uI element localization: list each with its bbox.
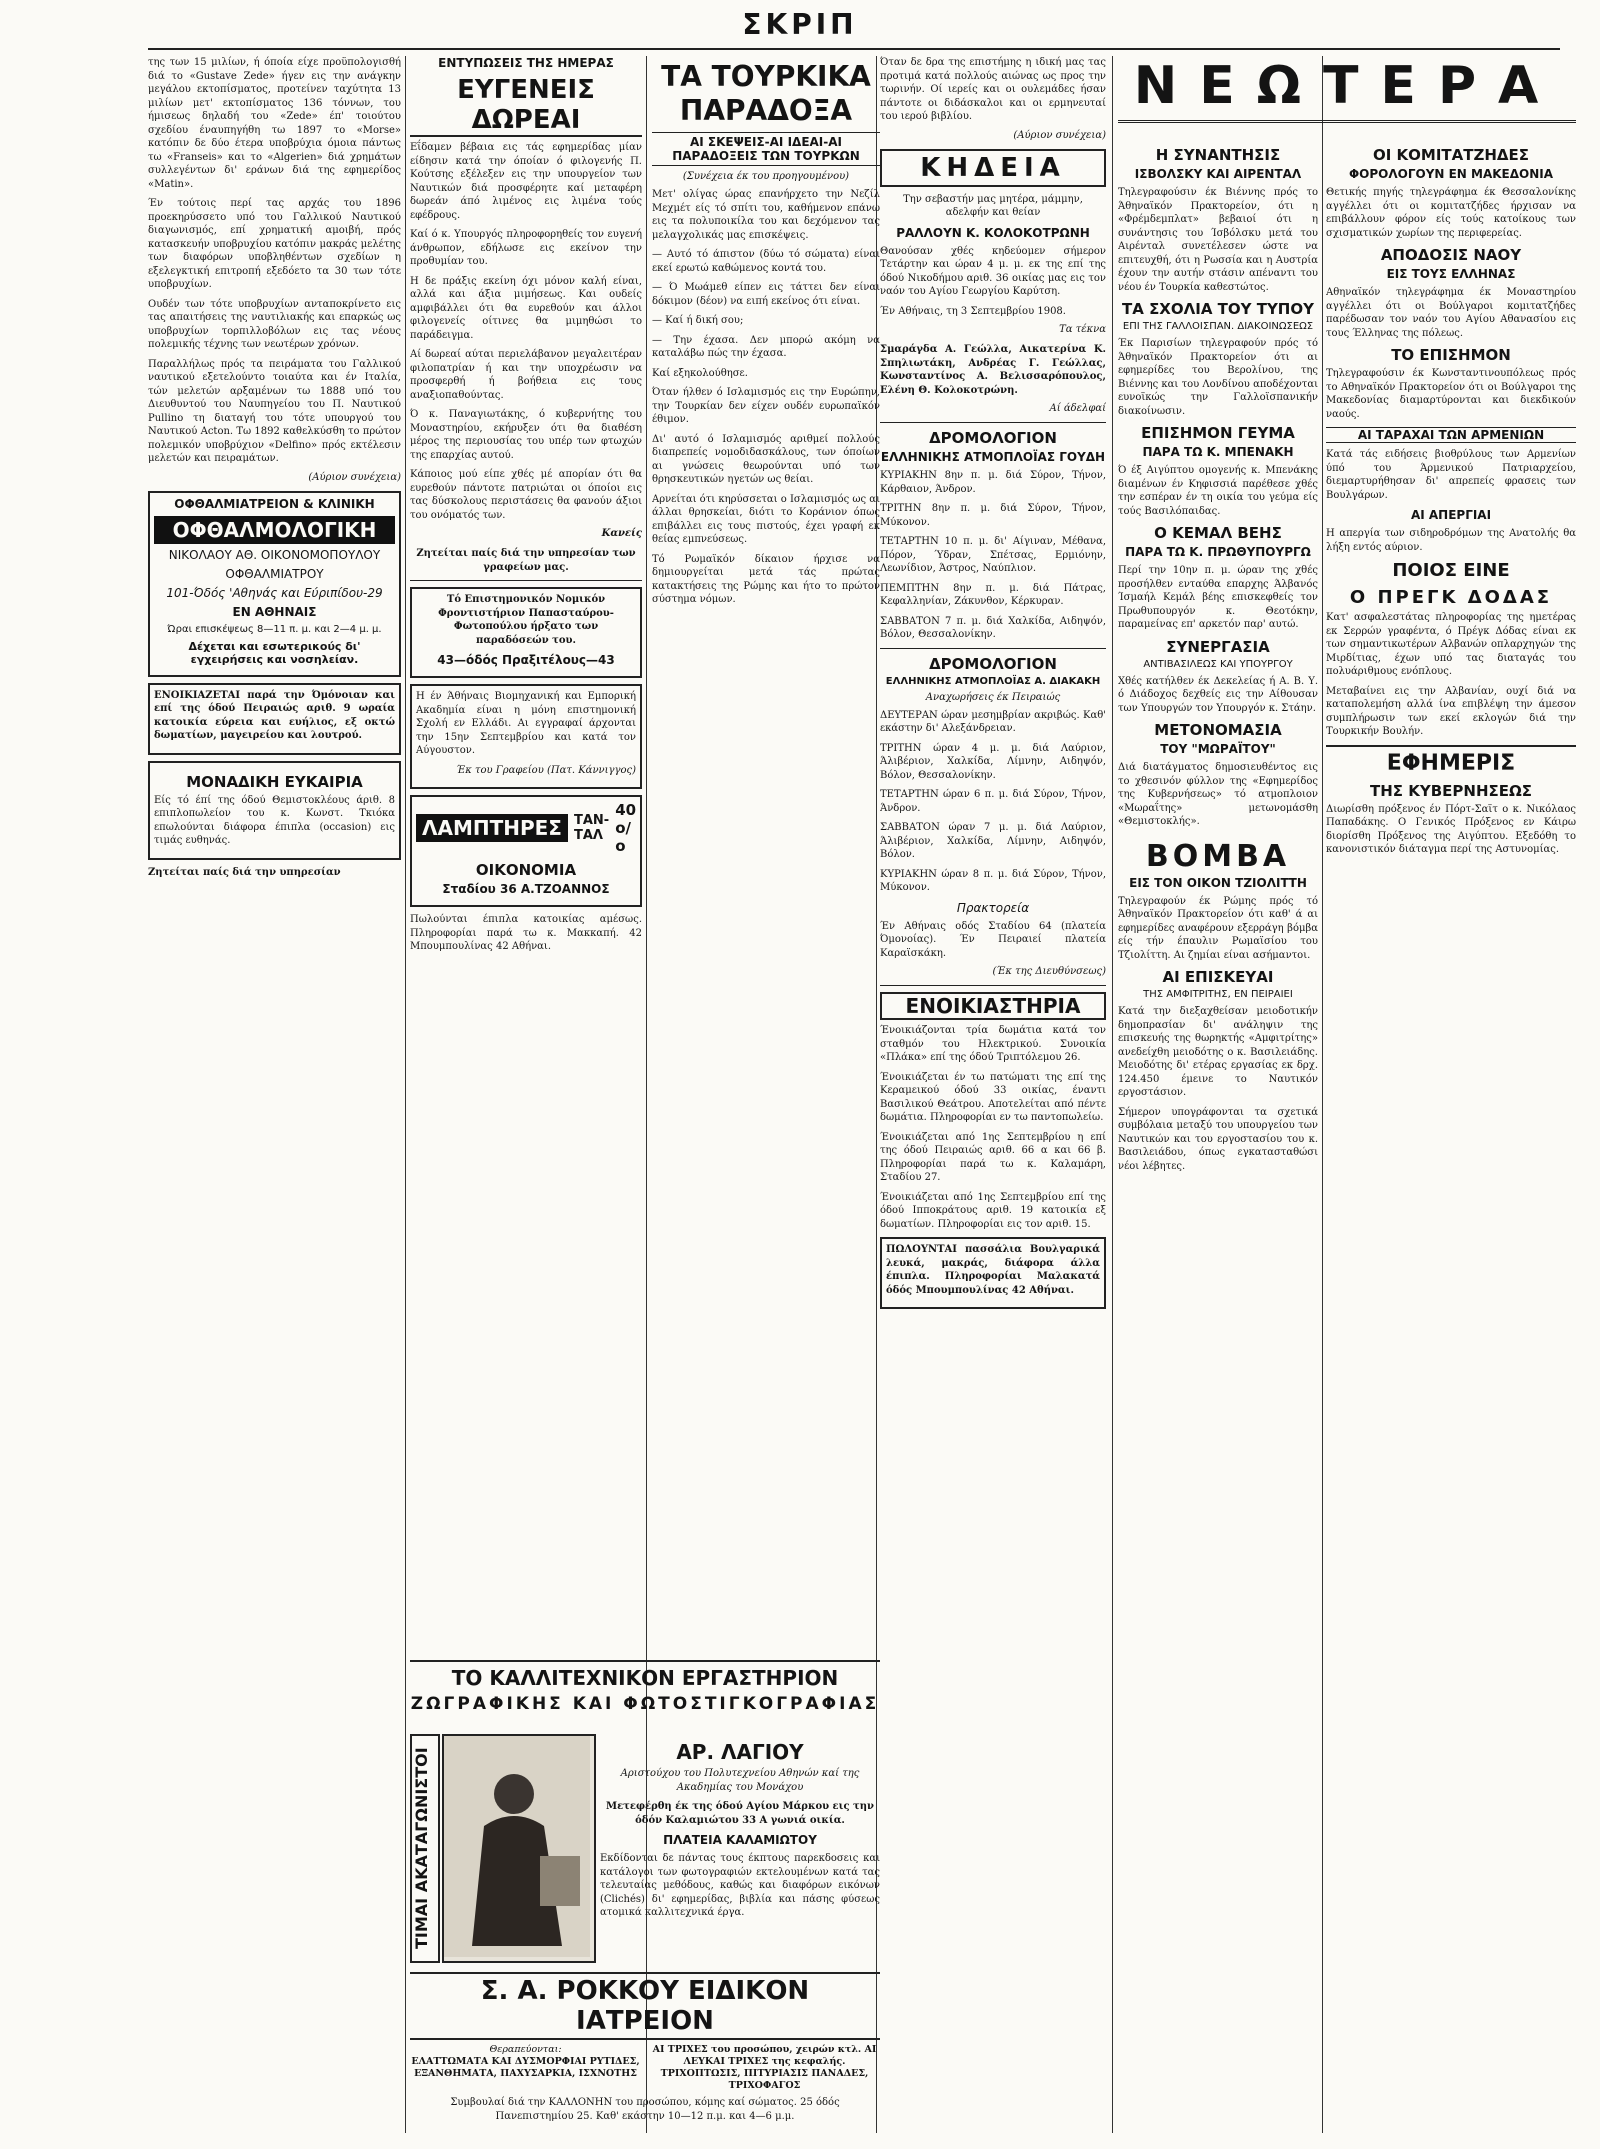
column-6 bbox=[1326, 140, 1576, 2133]
news-title: ΤΑ ΣΧΟΛΙΑ ΤΟΥ ΤΥΠΟΥ bbox=[1122, 300, 1314, 318]
studio-owner: ΑΡ. ΛΑΓΙΟΥ bbox=[676, 1740, 804, 1764]
sale-box bbox=[880, 1237, 1106, 1309]
clinic-hair-list: ΑΙ ΤΡΙΧΕΣ του προσώπου, χειρών κτλ. ΑΙ ΛΕΥΚΑΙ ΤΡΙΧΕΣ της κεφαλής. ΤΡΙΧΟΠΤΩΣΙΣ, ΠΙΤΥΡΙΑΣΙΣ ΠΑΝΑΔΕΣ, ΤΡΙΧΟΦΑΓΟΣ bbox=[652, 2044, 877, 2091]
lamps-address: Σταδίου 36 Α.ΤΖΟΑΝΝΟΣ bbox=[442, 882, 610, 896]
rent-ad-text: ΕΝΟΙΚΙΑΖΕΤΑΙ παρά την Όμόνοιαν και επί της όδού Πειραιώς αριθ. 9 ωραία κατοικία εύρεια και ευήλιος, εξ οκτώ δωματίων, μαγειρείου και λουτρού. bbox=[154, 689, 395, 741]
opportunity-ad bbox=[148, 761, 401, 860]
news-text: Κατά την διεξαχθείσαν μειοδοτικήν δημοπρασίαν δι' ανάληψιν της επισκευής της θωρηκτής «Αμφιτρίτης» ανεδείχθη μειοδότης ο κ. Βασιλειάδης. Μειοδότης δι' ετέρας εργασίας εκ δρχ. 124.450 έμεινε το Ναυτικόν εργοστάσιον. bbox=[1118, 1006, 1318, 1098]
news-title: ΕΦΗΜΕΡΙΣ bbox=[1326, 745, 1576, 776]
academy-sign: Έκ του Γραφείου (Πατ. Κάννιγγος) bbox=[456, 764, 636, 776]
news-subtitle: ΤΟΥ "ΜΩΡΑΪΤΟΥ" bbox=[1160, 742, 1276, 756]
woman-portrait-icon bbox=[444, 1736, 590, 1957]
schedule-row: ΔΕΥΤΕΡΑΝ ώραν μεσημβρίαν ακριβώς. Καθ' εκάστην δι' Αλεξάνδρειαν. bbox=[880, 709, 1106, 734]
clinic-ad bbox=[410, 1972, 880, 2129]
article-title: ΕΥΓΕΝΕΙΣ ΔΩΡΕΑΙ bbox=[410, 75, 642, 137]
schedule-title: ΔΡΟΜΟΛΟΓΙΟΝ bbox=[929, 654, 1057, 673]
news-subtitle: ΠΑΡΑ ΤΩ Κ. ΠΡΩΘΥΠΟΥΡΓΩ bbox=[1125, 545, 1311, 559]
article-paragraph: Έν τούτοις περί τας αρχάς του 1896 προεκηρύσσετο υπό του Γαλλικού Ναυτικού διαγωνισμός, επί χρηματική αμοιβή, πρός κατασκευήν υποβρυχίου κατόπιν μακράς μελέτης των διαφόρων υποβληθέντων σχεδίων η εξελεγκτική επιτροπή εξεδόετο τα 30 των τότε υποβρυχίων. bbox=[148, 198, 401, 290]
opportunity-title: ΜΟΝΑΔΙΚΗ ΕΥΚΑΙΡΙΑ bbox=[186, 772, 363, 791]
studio-text bbox=[600, 1734, 880, 1926]
ad-banner: ΟΦΘΑΛΜΟΛΟΓΙΚΗ bbox=[154, 516, 395, 544]
news-subtitle: ΕΠΙ ΤΗΣ ΓΑΛΛΟΙΣΠΑΝ. ΔΙΑΚΟΙΝΩΣΕΩΣ bbox=[1122, 321, 1314, 332]
continued-note: (Αύριον συνέχεια) bbox=[1013, 129, 1106, 141]
article-paragraph: Καί εξηκολούθησε. bbox=[652, 367, 748, 379]
article-paragraph: Παραλλήλως πρός τα πειράματα του Γαλλικού ναυτικού εξετελούντο τοιαύτα και έν Ιταλία, τών μελετών αρξαμένων τω 1888 υπό του Διευθυντού του Ναυπηγείου του Π. Ναυτικού Pullino τη διαταγή του τότε υπουργού του Ναυτικού Αcton. Τω 1892 καθελκύσθη το πρώτον πολεμικόν υποβρύχιον «Delfino» πρός εκτέλεσιν μελετών και πειραμάτων. bbox=[148, 358, 401, 464]
news-subtitle: ΠΑΡΑ ΤΩ Κ. ΜΠΕΝΑΚΗ bbox=[1142, 445, 1294, 459]
news-title: ΠΟΙΟΣ ΕΙΝΕ bbox=[1392, 560, 1510, 581]
article-paragraph: Εΐδαμεν βέβαια εις τάς εφημερίδας μίαν είδησιν κατά την όποίαν ό φιλογενής Π. Κούτσης εξέλεξεν εις την υπουργείον των Ναυτικών διά προσφέρητε καί μεταφέρη δωρεάν άπό λιμένος εις λιμένα τούς εφέδρους. bbox=[410, 142, 642, 221]
ad-doctor-role: ΟΦΘΑΛΜΙΑΤΡΟΥ bbox=[225, 566, 324, 581]
funeral-title: ΚΗΔΕΙΑ bbox=[880, 149, 1106, 187]
latest-news-header bbox=[1118, 56, 1576, 131]
news-text: Περί την 10ην π. μ. ώραν της χθές προσήλθεν ενταύθα επαρχης Άλβανός Ίσμαήλ Κεμάλ βέης επισκεφθείς τον Πρωθυπουργόν κ. Θεοτόκην, παραμείνας επ' αρκετόν παρ' αυτώ. bbox=[1118, 565, 1318, 630]
news-text: Τηλεγραφούν έκ Ρώμης πρός τό Άθηναϊκόν Πρακτορείον ότι καθ' ά αι εφημερίδες αναφέρουν εξερράγη βόμβα είς τήν έπαυλιν Ρωμαϊσίου του Τζιολίττη. Αι ζημίαι είναι ασήμαντοι. bbox=[1118, 895, 1318, 961]
wanted-note: Ζητείται παίς διά την υπηρεσίαν bbox=[148, 866, 341, 878]
lamps-banner: ΛΑΜΠΤΗΡΕΣ bbox=[416, 814, 568, 842]
article-paragraph: της των 15 μιλίων, ή όποία είχε προϋπολογισθή διά το «Gustave Zede» ήγεν εις την ανάγκην μεγάλου εκτοπίσματος, προτείνεν ταχύτητα 13 μιλίων μετ' εκτοπίσματος 136 τόννων, του ήμισεως δηλαδή του «Zede» έπ' τοιούτου σχεδίου έναυπηγήθη τω 1897 το «Morse» κατόπιν δε δύο έτερα υποβρύχια όμοια πάντως τω «Franseis» και το «Algerien» διά χρημάτων συλλεγέντων δι' εράνων διά της εφημερίδος «Matin». bbox=[148, 57, 401, 190]
schedule-note: (Έκ της Διευθύνσεως) bbox=[992, 966, 1106, 977]
article-paragraph: Τό Ρωμαϊκόν δίκαιον ήρχισε να δημιουργείται μετά τάς πρώτας κατακτήσεις της Ρώμης και ήτο το πρώτον σύστημα νόμων. bbox=[652, 553, 880, 605]
studio-subtitle: ΖΩΓΡΑΦΙΚΗΣ ΚΑΙ ΦΩΤΟΣΤΙΓΚΟΓΡΑΦΙΑΣ bbox=[410, 1694, 880, 1714]
column-rule bbox=[405, 56, 406, 2133]
article-paragraph: Κάποιος μού είπε χθές μέ απορίαν ότι θα ευρεθούν πάντοτε πατριώται οι όποίοι εις τας δύσκολους περιστάσεις θα φανούν άξιοι του ονόματός των. bbox=[410, 469, 642, 521]
news-title: ΑΙ ΑΠΕΡΓΙΑΙ bbox=[1410, 508, 1492, 522]
ophthalmology-ad bbox=[148, 491, 401, 677]
article-paragraph: Δι' αυτό ό Ισλαμισμός αριθμεί πολλούς διαπρεπείς νομοδιδασκάλους, των όποίων αι γνώσεις θεωρούνται υπό των θρησκευτικών ηγετών ως θείαι. bbox=[652, 433, 880, 485]
schedule-row: ΚΥΡΙΑΚΗΝ ώραν 8 π. μ. διά Σύρον, Τήνον, Μύκονον. bbox=[880, 868, 1106, 893]
studio-moved: Μετεφέρθη έκ της όδού Αγίου Μάρκου εις την όδόν Καλαμιώτου 33 Α γωνιά οικία. bbox=[606, 1801, 874, 1826]
news-text: Διά διατάγματος δημοσιευθέντος εις το χθεσινόν φύλλον της «Εφημερίδος της Κυβερνήσεως» τό ατμοπλοιον «Μωραΐτης» μετωνομάσθη «Θεμιστοκλής». bbox=[1118, 762, 1318, 827]
news-title: ΟΙ ΚΟΜΙΤΑΤΖΗΔΕΣ bbox=[1372, 146, 1530, 164]
studio-photo bbox=[442, 1734, 596, 1963]
funeral-children-label: Τα τέκνα bbox=[1059, 324, 1106, 335]
rental-item: Ένοικιάζονται τρία δωμάτια κατά τον σταθμόν του Ηλεκτρικού. Συνοικία «Πλάκα» επί της όδού Τριπτόλεμου 26. bbox=[880, 1025, 1106, 1063]
divider bbox=[880, 985, 1106, 986]
news-subtitle: ΦΟΡΟΛΟΓΟΥΝ ΕΝ ΜΑΚΕΔΟΝΙΑ bbox=[1348, 167, 1554, 181]
section-kicker: ΕΝΤΥΠΩΣΕΙΣ ΤΗΣ ΗΜΕΡΑΣ bbox=[438, 56, 614, 70]
news-title: ΑΠΟΔΟΣΙΣ ΝΑΟΥ bbox=[1380, 246, 1522, 264]
clinic-title: Σ. Α. ΡΟΚΚΟΥ ΕΙΔΙΚΟΝ ΙΑΤΡΕΙΟΝ bbox=[410, 1972, 880, 2040]
ad-city: ΕΝ ΑΘΗΝΑΙΣ bbox=[232, 604, 317, 619]
schedule-row: ΠΕΜΠΤΗΝ 8ην π. μ. διά Πάτρας, Κεφαλληνίαν, Ζάκυνθον, Κέρκυραν. bbox=[880, 582, 1106, 607]
news-text: Κατ' ασφαλεστάτας πληροφορίας της ημετέρας εκ Σερρών γραφέντα, ό Πρέγκ Δόδας είναι εκ των σημαντικωτέρων Αλβανών οπλαρχηγών της Μιρδίτιας, έχων υπό τας διαταγάς του πολυάριθμους ενόπλους. bbox=[1326, 612, 1576, 677]
economy-label: ΟΙΚΟΝΟΜΙΑ bbox=[475, 861, 577, 879]
news-text: Αθηναϊκόν τηλεγράφημα έκ Μοναστηρίου αγγέλλει ότι οι Βούλγαροι κομιτατζήδες παρέδωσαν τον ναόν του Αγίου Αθανασίου εις τους Έλληνας της πόλεως. bbox=[1326, 287, 1576, 339]
news-text: Τηλεγραφούσιν έκ Κωνσταντινουπόλεως πρός το Αθηναϊκόν Πρακτορείον ότι οι Βούλγαροι της Μακεδονίας διαμαρτύρονται και διεκδικούν ναούς. bbox=[1326, 368, 1576, 420]
masthead-title: ΣΚΡΙΠ bbox=[742, 8, 858, 41]
news-subtitle: ΙΣΒΟΛΣΚΥ ΚΑΙ ΑΙΡΕΝΤΑΛ bbox=[1134, 167, 1302, 181]
news-text: Θετικής πηγής τηλεγράφημα έκ Θεσσαλονίκης αγγέλλει ότι οι κομιτατζήδες ήρχισαν να επιβάλλουν φόρον είς τούς κατοίκους των σχισματικών χωρίων της περιφερείας. bbox=[1326, 187, 1576, 239]
clinic-services-left bbox=[410, 2044, 641, 2092]
masthead bbox=[0, 8, 1600, 42]
news-subtitle: ΤΗΣ ΑΜΦΙΤΡΙΤΗΣ, ΕΝ ΠΕΙΡΑΙΕΙ bbox=[1143, 989, 1293, 1000]
continued-note: (Αύριον συνέχεια) bbox=[308, 471, 401, 483]
news-text: Κατά τάς ειδήσεις βιοθρύλους των Αρμενίων ύπό του Άρμενικού Πατριαρχείου, διεμαρτυρήθησαν δι' απρεπείς φρασεις των Βουλγάρων. bbox=[1326, 449, 1576, 501]
news-text: Μεταβαίνει εις την Αλβανίαν, ουχί διά να καταπολεμήση αλλά ίνα επιβλέψη την άμεσον συμπλήρωσιν των εκεί εκλογών διά την Τουρκικήν Βουλήν. bbox=[1326, 685, 1576, 737]
schedule-row: ΤΡΙΤΗΝ 8ην π. μ. διά Σύρον, Τήνον, Μύκονον. bbox=[880, 503, 1106, 528]
studio-credentials: Αριστούχου του Πολυτεχνείου Αθηνών καί της Ακαδημίας του Μονάχου bbox=[620, 1768, 860, 1793]
news-text: Η απεργία των σιδηροδρόμων της Ανατολής θα λήξη εντός αύριον. bbox=[1326, 528, 1576, 553]
article-subtitle: ΑΙ ΣΚΕΨΕΙΣ-ΑΙ ΙΔΕΑΙ-ΑΙ ΠΑΡΑΔΟΞΕΙΣ ΤΩΝ ΤΟΥΡΚΩΝ bbox=[652, 132, 880, 166]
schedule-row: ΣΑΒΒΑΤΟΝ ώραν 7 μ. μ. διά Λαύριον, Άλιβέριον, Χαλκίδα, Λίμνην, Αιδηψόν, Βόλον. bbox=[880, 822, 1106, 860]
schedule-office: Έν Αθήναις οδός Σταδίου 64 (πλατεία Όμονοίας). Έν Πειραιεί πλατεία Καραϊσκάκη. bbox=[880, 920, 1106, 959]
article-paragraph: Η δε πράξις εκείνη όχι μόνον καλή είναι, αλλά και άξια μιμήσεως. Και ουδείς αμφιβάλλει ότι θα ευρεθούν και άλλοι φιλογενείς οίτινες θα μιμηθώσι το παράδειγμα. bbox=[410, 275, 642, 341]
news-title: Ο ΚΕΜΑΛ ΒΕΗΣ bbox=[1154, 524, 1282, 542]
column-rule bbox=[1112, 56, 1113, 2133]
article-paragraph: Αρνείται ότι κηρύσσεται ο Ισλαμισμός ως αι άλλαι θρησκείαι, διότι το Κοράνιον όπως επιβάλλει εις τους πιστούς, έχει γραφή εκ θείας εμπνεύσεως. bbox=[652, 493, 880, 545]
column-rule bbox=[1322, 56, 1323, 2133]
news-subtitle: Ο ΠΡΕΓΚ ΔΟΔΑΣ bbox=[1349, 587, 1553, 608]
funeral-sisters-label: Αί άδελφαί bbox=[1049, 403, 1106, 414]
news-title: ΕΠΙΣΗΜΟΝ ΓΕΥΜΑ bbox=[1141, 424, 1295, 442]
news-text: Διωρίσθη πρόξενος έν Πόρτ-Σαϊτ ο κ. Νικόλαος Παπαδάκης. Ο Γενικός Πρόξενος εν Κάιρω διορίσθη Πρόξενος της Αιγύπτου. Εξεδόθη το κανονιστικόν διάταγμα περί της Αστυνομίας. bbox=[1326, 803, 1576, 855]
continued-from-note: (Συνέχεια έκ του προηγουμένου) bbox=[682, 171, 850, 182]
news-title: ΜΕΤΟΝΟΜΑΣΙΑ bbox=[1154, 721, 1282, 739]
funeral-date: Έν Αθήναις, τη 3 Σεπτεμβρίου 1908. bbox=[880, 305, 1066, 317]
divider bbox=[880, 648, 1106, 649]
news-title: ΤΟ ΕΠΙΣΗΜΟΝ bbox=[1391, 346, 1511, 364]
studio-square: ΠΛΑΤΕΙΑ ΚΑΛΑΜΙΩΤΟΥ bbox=[663, 1833, 817, 1847]
ad-address: 101-Όδός 'Αθηνάς και Εύριπίδου-29 bbox=[166, 585, 383, 600]
news-text: Σήμερον υπογράφονται τα σχετικά συμβόλαια μεταξύ του υπουργείου των Ναυτικών και του εργοστασίου του κ. Βασιλειάδου, όπως εγκατασταθώσι νέοι λέβητες. bbox=[1118, 1106, 1318, 1172]
furniture-sale: Πωλούνται έπιπλα κατοικίας αμέσως. Πληροφορίαι παρά τω κ. Μακκαπή. 42 Μπουμπουλίνας 42 Αθήναι. bbox=[410, 914, 642, 952]
article-paragraph: Ουδέν των τότε υποβρυχίων ανταποκρίνετο εις τας απαιτήσεις της ναυτιλιακής και επαρκώς ως υποβρυχίων τορπιλλοβόλων εις τας νέους πολεμικής τέχνης των νεωτέρων χρόνων. bbox=[148, 298, 401, 350]
bomb-title: ΒΟΜΒΑ bbox=[1145, 838, 1291, 874]
ad-doctor-name: ΝΙΚΟΛΑΟΥ ΑΘ. ΟΙΚΟΝΟΜΟΠΟΥΛΟΥ bbox=[168, 547, 381, 562]
clinic-services bbox=[410, 2044, 880, 2092]
schedule-subtitle: ΕΛΛΗΝΙΚΗΣ ΑΤΜΟΠΛΟΪΑΣ ΓΟΥΔΗ bbox=[880, 450, 1106, 464]
news-title: Η ΣΥΝΑΝΤΗΣΙΣ bbox=[1155, 146, 1281, 164]
news-title: ΑΙ ΕΠΙΣΚΕΥΑΙ bbox=[1162, 968, 1274, 986]
divider bbox=[880, 422, 1106, 423]
ad-hours: Ώραι επισκέψεως 8—11 π. μ. και 2—4 μ. μ. bbox=[167, 623, 382, 635]
article-title: ΤΑ ΤΟΥΡΚΙΚΑ ΠΑΡΑΔΟΞΑ bbox=[661, 60, 871, 127]
percent-label: 40 ο/ο bbox=[615, 801, 637, 855]
article-paragraph: Μετ' ολίγας ώρας επανήρχετο την Νεζίλ Μεχμέτ είς τό σπίτι του, καθήμενον επάνω εις τα πολυποικίλα του και δεχόμενον τας μελαγχολικάς μας επισκέψεις. bbox=[652, 189, 880, 241]
news-text: Ό έξ Αιγύπτου ομογενής κ. Μπενάκης διαμένων έν Κηφισσιά παρέθεσε χθές την εσπέραν έν τη οικία του γεύμα είς τούς Βασιλόπαιδας. bbox=[1118, 465, 1318, 517]
funeral-intro: Την σεβαστήν μας μητέρα, μάμμην, αδελφήν και θείαν bbox=[903, 193, 1083, 218]
law-school-address: 43—όδός Πραξιτέλους—43 bbox=[437, 653, 615, 667]
clinic-treats-label: Θεραπεύονται: bbox=[489, 2044, 562, 2055]
schedule-row: ΣΑΒΒΑΤΟΝ 7 π. μ. διά Χαλκίδα, Αιδηψόν, Βόλον, Θεσσαλονίκην. bbox=[880, 615, 1106, 640]
news-subtitle: ΕΙΣ ΤΟΥΣ ΕΛΛΗΝΑΣ bbox=[1386, 267, 1516, 281]
wanted-note: Ζητείται παίς διά την υπηρεσίαν των γραφείων μας. bbox=[416, 548, 636, 573]
lamps-ad bbox=[410, 795, 642, 907]
schedule-row: ΤΡΙΤΗΝ ώραν 4 μ. μ. διά Λαύριον, Άλιβέριον, Χαλκίδα, Λίμνην, Αιδηψόν, Βόλον, Θεσσαλονίκην. bbox=[880, 742, 1106, 781]
article-paragraph: Όταν δε δρα της επιστήμης η ιδική μας τας προτιμά κατά πολλούς αιώνας ως προς την τωρινήν. Οί ιερείς και οι ουλεμάδες ήσαν πάντοτε οι διδάσκαλοι και οι ερμηνευταί του ιερού βιβλίου. bbox=[880, 57, 1106, 122]
clinic-treats-list: ΕΛΑΤΤΩΜΑΤΑ ΚΑΙ ΔΥΣΜΟΡΦΙΑΙ ΡΥΤΙΔΕΣ, ΕΞΑΝΘΗΜΑΤΑ, ΠΑΧΥΣΑΡΚΙΑ, ΙΣΧΝΟΤΗΣ bbox=[411, 2056, 640, 2079]
ad-extra: Δέχεται και εσωτερικούς δι' εγχειρήσεις και νοσηλείαν. bbox=[188, 639, 361, 666]
article-paragraph: — Καί ή δική σου; bbox=[652, 315, 744, 326]
rental-item: Ένοικιάζεται από 1ης Σεπτεμβρίου επί της όδού Ιπποκράτους αριθ. 19 κατοικία εξ δωματίων. Πληροφορίαι εις τον αριθ. 15. bbox=[880, 1191, 1106, 1230]
column-1 bbox=[148, 56, 401, 2133]
schedule-row: ΤΕΤΑΡΤΗΝ 10 π. μ. δι' Αίγιναν, Μέθανα, Πόρον, Ύδραν, Σπέτσας, Ερμιόνην, Λεωνίδιον, Άστρος, Ναύπλιον. bbox=[880, 536, 1106, 574]
schedule-title: ΔΡΟΜΟΛΟΓΙΟΝ bbox=[929, 429, 1057, 447]
news-subtitle: ΤΗΣ ΚΥΒΕΡΝΗΣΕΩΣ bbox=[1369, 781, 1532, 800]
rental-item: Ένοικιάζεται έν τω πατώματι της επί της Κεραμεικού όδού 33 οικίας, έναντι Βασιλικού Θεάτρου. Αποτελείται από πέντε δωμάτια. Πληροφορίαι εν τω παντοπωλείω. bbox=[880, 1071, 1106, 1123]
news-title: ΑΙ ΤΑΡΑΧΑΙ ΤΩΝ ΑΡΜΕΝΙΩΝ bbox=[1326, 427, 1576, 443]
rental-item: Ένοικιάζεται από 1ης Σεπτεμβρίου η επί της όδού Πειραιώς αριθ. 66 α και 66 β. Πληροφορίαι παρά τω κ. Καλαμάρη, Σταδίου 27. bbox=[880, 1131, 1106, 1183]
tantal-label: ΤΑΝ-ΤΑΛ bbox=[573, 813, 610, 843]
article-paragraph: — Ό Μωάμεθ είπεν εις τάττει δεν είναι δόκιμον (δέον) να ειπή εκείνος ότι είναι. bbox=[652, 282, 880, 307]
sale-box-text: ΠΩΛΟΥΝΤΑΙ πασσάλια Βουλγαρικά λευκά, μακράς, διάφορα άλλα έπιπλα. Πληροφορίαι Μαλακατά όδός Μπουμπουλίνας 42 Αθήναι. bbox=[886, 1244, 1100, 1296]
article-paragraph: Όταν ήλθεν ό Ισλαμισμός εις την Ευρώπην, την Τουρκίαν δεν είχεν ουδέν ευρωπαϊκόν έθιμον. bbox=[652, 387, 880, 425]
funeral-name: ΡΑΛΛΟΥΝ Κ. ΚΟΛΟΚΟΤΡΩΝΗ bbox=[896, 225, 1090, 240]
academy-ad bbox=[410, 684, 642, 789]
schedule-row: ΚΥΡΙΑΚΗΝ 8ην π. μ. διά Σύρον, Τήνον, Κάρθαιον, Άνδρον. bbox=[880, 470, 1106, 495]
schedule-office-title: Πρακτορεία bbox=[956, 900, 1030, 915]
schedule-departures: Αναχωρήσεις έκ Πειραιώς bbox=[925, 691, 1061, 703]
rent-ad bbox=[148, 683, 401, 755]
news-subtitle: ΑΝΤΙΒΑΣΙΛΕΩΣ ΚΑΙ ΥΠΟΥΡΓΟΥ bbox=[1143, 658, 1293, 670]
article-paragraph: Καί ό κ. Υπουργός πληροφορηθείς τον ευγενή άνθρωπον, εδήλωσε εις εκείνον την προθυμίαν του. bbox=[410, 229, 642, 267]
academy-text: Η έν Άθήναις Βιομηχανική και Εμπορική Ακαδημία είναι η μόνη επιστημονική Σχολή εν Ελλάδι. Αι εγγραφαί άρχονται την 15ην Σεπτεμβρίου και κατά τον Αύγουστον. bbox=[416, 691, 636, 756]
studio-vertical-label: ΤΙΜΑΙ ΑΚΑΤΑΓΩΝΙΣΤΟΙ bbox=[410, 1734, 440, 1963]
column-2 bbox=[410, 56, 642, 1649]
article-paragraph: Αί δωρεαί αύται περιελάβανον μεγαλειτέραν φιλοπατρίαν ή και την υποχρέωσιν να προσφερθή ή βοήθεια εις τους αναξιοπαθούντας. bbox=[410, 349, 642, 401]
news-subtitle: ΕΙΣ ΤΟΝ ΟΙΚΟΝ ΤΖΙΟΛΙΤΤΗ bbox=[1129, 875, 1307, 890]
news-text: Τηλεγραφούσιν έκ Βιέννης πρός το Άθηναϊκόν Πρακτορείον, ότι η «Φρέμδεμπλατ» βεβαιοί ότι η συνάντησις του Ίσβόλσκυ μετά του Αιρένταλ συνετέλεσεν ώστε να επιτευχθή, ότι η Ρωσσία και η Αυστρία έχουν την αυτήν στάσιν απέναντι του νέου έν Τουρκία καθεστώτος. bbox=[1118, 187, 1318, 293]
news-text: Χθές κατήλθεν έκ Δεκελείας ή Α. Β. Υ. ό Διάδοχος δεχθείς εις την Αίθουσαν των Υπουργών τον Υπουργόν κ. Στάην. bbox=[1118, 675, 1318, 714]
article-signature: Κανείς bbox=[601, 528, 642, 539]
rentals-title: ΕΝΟΙΚΙΑΣΤΗΡΙΑ bbox=[880, 992, 1106, 1020]
latest-news-title: ΝΕΩΤΕΡΑ bbox=[1118, 56, 1576, 123]
article-paragraph: Ό κ. Παναγιωτάκης, ό κυβερνήτης του Μοναστηρίου, εκήρυξεν ότι θα διαθέση μέρος της περιουσίας του υπέρ των φτωχών της επαρχίας αυτού. bbox=[410, 409, 642, 461]
law-school-ad bbox=[410, 587, 642, 678]
column-4 bbox=[880, 56, 1106, 2133]
column-5 bbox=[1118, 140, 1318, 2133]
article-paragraph: — Αυτό τό άπιστον (δύω τό σώματα) είναι εκεί ερωτώ καθώμενος κοντά του. bbox=[652, 249, 880, 274]
studio-title: ΤΟ ΚΑΛΛΙΤΕΧΝΙΚΟΝ ΕΡΓΑΣΤΗΡΙΟΝ bbox=[451, 1666, 839, 1690]
schedule-row: ΤΕΤΑΡΤΗΝ ώραν 6 π. μ. διά Σύρον, Τήνον, Άνδρον. bbox=[880, 789, 1106, 814]
news-title: ΣΥΝΕΡΓΑΣΙΑ bbox=[1166, 637, 1270, 656]
opportunity-text: Είς τό έπί της όδού Θεμιστοκλέους άριθ. 8 επιπλοπωλείον του κ. Κωνστ. Τκιόκα επωλούνται διάφορα έπιπλα (occasion) εις τιμάς ευθηνάς. bbox=[154, 794, 395, 846]
clinic-services-right bbox=[649, 2044, 880, 2092]
ad-title: ΟΦΘΑΛΜΙΑΤΡΕΙΟΝ & ΚΛΙΝΙΚΗ bbox=[174, 496, 375, 511]
article-paragraph: — Την έχασα. Δεν μπορώ ακόμη να καταλάβω πώς την έχασα. bbox=[652, 334, 880, 359]
column-3 bbox=[652, 56, 880, 1649]
news-text: Έκ Παρισίων τηλεγραφούν πρός τό Άθηναϊκόν Πρακτορείον ότι αι εφημερίδες του Βερολίνου, της Βιέννης και του Λονδίνου αποδέχονται ευνοϊκώς την Γαλλοϊσπανικήν διακοίνωσιν. bbox=[1118, 338, 1318, 417]
law-school-text: Τό Επιστημονικόν Νομικόν Φροντιστήριον Παπασταύρου-Φωτοπούλου ήρξατο των παραδόσεών του. bbox=[438, 594, 614, 646]
schedule-subtitle: ΕΛΛΗΝΙΚΗΣ ΑΤΜΟΠΛΟΪΑΣ Α. ΔΙΑΚΑΚΗ bbox=[885, 675, 1101, 687]
funeral-body: Θανούσαν χθές κηδεύομεν σήμερον Τετάρτην και ώραν 4 μ. μ. εκ της επί της όδού Νικοδήμου αριθ. 36 οικίας μας εις τον ναόν του Αγίου Γεωργίου Καρύτση. bbox=[880, 245, 1106, 297]
studio-services: Εκδίδονται δε πάντας τους έκπτους παρεκδοσεις και κατάλογοι των φωτογραφιών εκτελουμένων κατά τας τελευταίας μεθόδους, καθώς και διαφόρων εικόνων (Clichés) δι' εφημερίδας, βιβλία και πάσης φύσεως ατομικά καλλιτεχνικά έργα. bbox=[600, 1853, 880, 1918]
divider bbox=[410, 580, 642, 581]
masthead-rule bbox=[148, 48, 1560, 50]
clinic-hours: Συμβουλαί διά την ΚΑΛΛΟΝΗΝ του προσώπου, κόμης καί σώματος. 25 όδός Πανεπιστημίου 25. Καθ' εκάστην 10—12 π.μ. και 4—6 μ.μ. bbox=[450, 2097, 840, 2122]
funeral-names: Σμαράγδα Α. Γεώλλα, Αικατερίνα Κ. Σπηλιωτάκη, Ανδρέας Γ. Γεώλλας, Κωνσταντίνος Α. Βελισσαρόπουλος, Ελένη Θ. Κολοκοτρώνη. bbox=[880, 344, 1106, 396]
